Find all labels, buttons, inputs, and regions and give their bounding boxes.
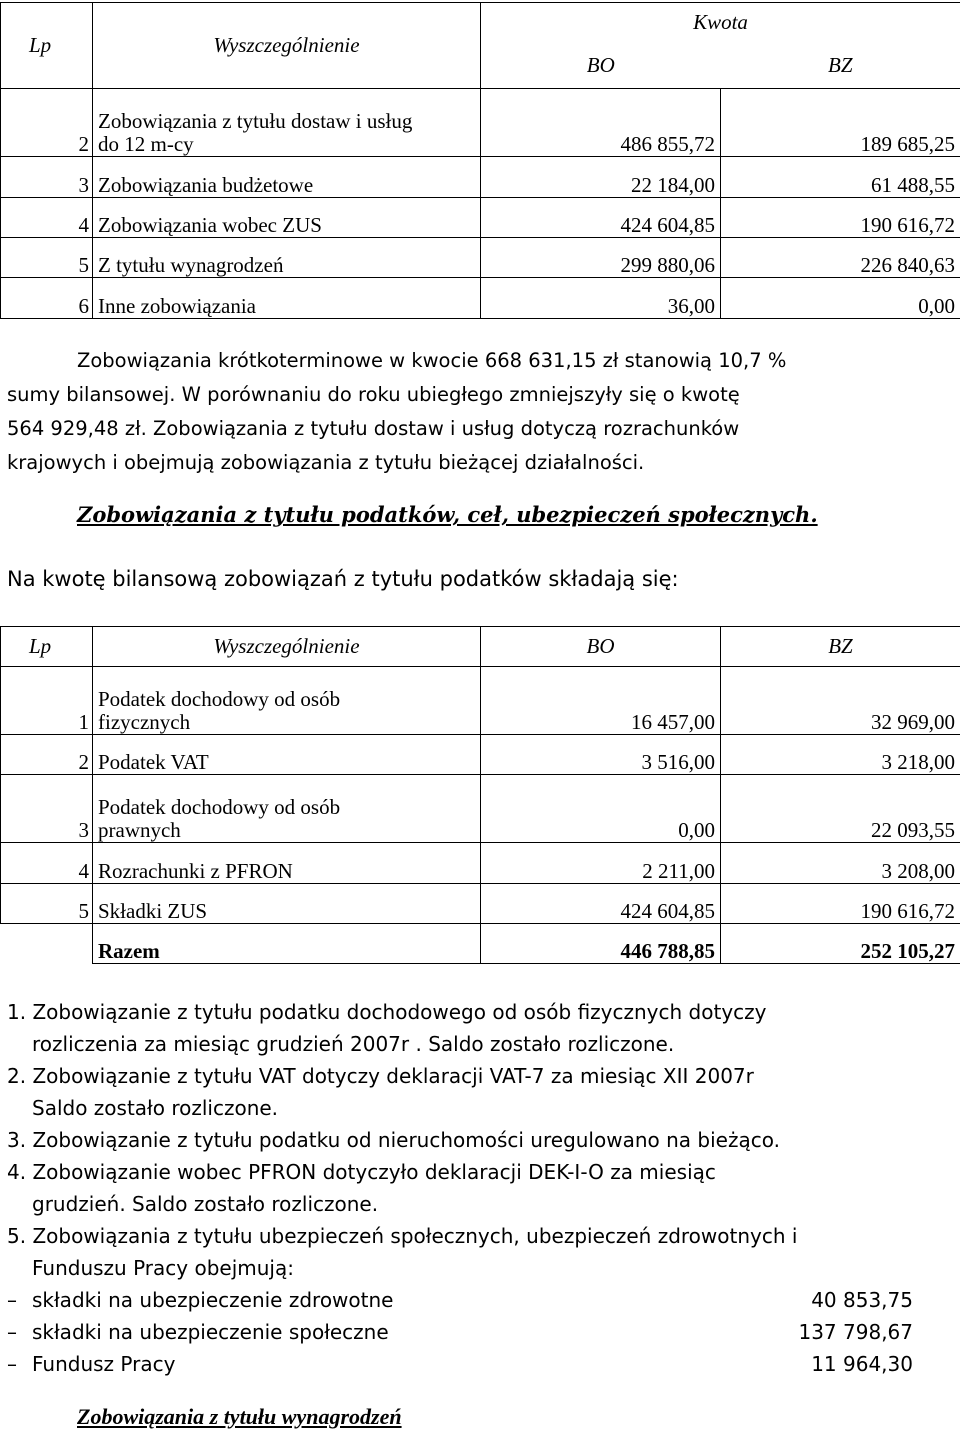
row-bz: 226 840,63 bbox=[721, 238, 960, 278]
dash-glyph: – bbox=[7, 1352, 17, 1376]
row-description: Składki ZUS bbox=[93, 884, 481, 924]
row-bo: 424 604,85 bbox=[481, 198, 721, 238]
header-description: Wyszczególnienie bbox=[93, 627, 481, 667]
header-bo: BO bbox=[481, 627, 721, 667]
row-description-line2: fizycznych bbox=[98, 710, 191, 734]
bullet-label: składki na ubezpieczenie społeczne bbox=[32, 1320, 389, 1344]
summary-line: Zobowiązania krótkoterminowe w kwocie 668 631,15 zł stanowią 10,7 % bbox=[77, 349, 787, 372]
note-line: 1. Zobowiązanie z tytułu podatku dochodowego od osób fizycznych dotyczy bbox=[7, 1000, 767, 1024]
row-lp: 2 bbox=[1, 89, 93, 157]
row-description: Inne zobowiązania bbox=[93, 278, 481, 319]
table-row bbox=[1, 884, 960, 924]
taxes-intro: Na kwotę bilansową zobowiązań z tytułu podatków składają się: bbox=[7, 567, 679, 591]
summary-paragraph bbox=[7, 344, 952, 480]
row-lp: 3 bbox=[1, 775, 93, 843]
row-bo: 22 184,00 bbox=[481, 157, 721, 198]
total-lp-empty bbox=[1, 924, 93, 964]
row-lp: 1 bbox=[1, 667, 93, 735]
list-item bbox=[7, 996, 937, 1060]
summary-line: sumy bilansowej. W porównaniu do roku ubiegłego zmniejszyły się o kwotę bbox=[7, 383, 740, 406]
row-bo: 16 457,00 bbox=[481, 667, 721, 735]
header-description: Wyszczególnienie bbox=[93, 3, 481, 89]
table-row bbox=[1, 157, 960, 198]
header-bo: BO bbox=[481, 43, 721, 89]
section-heading-taxes: Zobowiązania z tytułu podatków, ceł, ubezpieczeń społecznych. bbox=[77, 502, 818, 527]
header-bz: BZ bbox=[721, 43, 960, 89]
list-item bbox=[7, 1124, 937, 1156]
notes-list bbox=[7, 996, 937, 1380]
row-bz: 61 488,55 bbox=[721, 157, 960, 198]
row-description: Zobowiązania wobec ZUS bbox=[93, 198, 481, 238]
bullet-label: Fundusz Pracy bbox=[32, 1352, 176, 1376]
row-bz: 22 093,55 bbox=[721, 775, 960, 843]
header-lp: Lp bbox=[1, 627, 93, 667]
bullet-item bbox=[7, 1284, 937, 1316]
row-bo: 0,00 bbox=[481, 775, 721, 843]
table-row bbox=[1, 238, 960, 278]
table-row bbox=[1, 843, 960, 884]
note-line: 5. Zobowiązania z tytułu ubezpieczeń społecznych, ubezpieczeń zdrowotnych i bbox=[7, 1224, 798, 1248]
bullet-amount: 11 964,30 bbox=[811, 1352, 913, 1376]
row-lp: 5 bbox=[1, 884, 93, 924]
row-bz: 189 685,25 bbox=[721, 89, 960, 157]
note-line: Funduszu Pracy obejmują: bbox=[32, 1256, 294, 1280]
row-lp: 2 bbox=[1, 735, 93, 775]
bullet-label: składki na ubezpieczenie zdrowotne bbox=[32, 1288, 394, 1312]
bullet-amount: 40 853,75 bbox=[811, 1288, 913, 1312]
row-description bbox=[93, 775, 481, 843]
row-description-line2: do 12 m-cy bbox=[98, 132, 194, 156]
row-lp: 4 bbox=[1, 198, 93, 238]
row-bz: 3 218,00 bbox=[721, 735, 960, 775]
row-description: Rozrachunki z PFRON bbox=[93, 843, 481, 884]
total-row bbox=[1, 924, 960, 964]
dash-glyph: – bbox=[7, 1288, 17, 1312]
row-description-line1: Podatek dochodowy od osób bbox=[98, 795, 341, 819]
row-bo: 486 855,72 bbox=[481, 89, 721, 157]
row-description: Z tytułu wynagrodzeń bbox=[93, 238, 481, 278]
row-lp: 5 bbox=[1, 238, 93, 278]
list-item bbox=[7, 1156, 937, 1220]
list-item bbox=[7, 1060, 937, 1124]
header-bz: BZ bbox=[721, 627, 960, 667]
table-row bbox=[1, 278, 960, 319]
section-heading-wages: Zobowiązania z tytułu wynagrodzeń bbox=[77, 1404, 402, 1429]
row-description-line1: Zobowiązania z tytułu dostaw i usług bbox=[98, 109, 413, 133]
row-lp: 4 bbox=[1, 843, 93, 884]
bullet-item bbox=[7, 1348, 937, 1380]
row-lp: 6 bbox=[1, 278, 93, 319]
total-label: Razem bbox=[93, 924, 481, 964]
row-bz: 190 616,72 bbox=[721, 884, 960, 924]
row-description bbox=[93, 89, 481, 157]
note-line: Saldo zostało rozliczone. bbox=[32, 1096, 279, 1120]
row-bo: 2 211,00 bbox=[481, 843, 721, 884]
row-bo: 3 516,00 bbox=[481, 735, 721, 775]
table-row bbox=[1, 667, 960, 735]
liabilities-table bbox=[0, 2, 960, 319]
table-row bbox=[1, 735, 960, 775]
row-description: Podatek VAT bbox=[93, 735, 481, 775]
total-bo: 446 788,85 bbox=[481, 924, 721, 964]
note-line: 3. Zobowiązanie z tytułu podatku od nieruchomości uregulowano na bieżąco. bbox=[7, 1128, 780, 1152]
row-bo: 424 604,85 bbox=[481, 884, 721, 924]
note-line: grudzień. Saldo zostało rozliczone. bbox=[32, 1192, 379, 1216]
note-line: 2. Zobowiązanie z tytułu VAT dotyczy deklaracji VAT-7 za miesiąc XII 2007r bbox=[7, 1064, 754, 1088]
bullet-amount: 137 798,67 bbox=[798, 1320, 913, 1344]
total-bz: 252 105,27 bbox=[721, 924, 960, 964]
table-row bbox=[1, 198, 960, 238]
table-row bbox=[1, 775, 960, 843]
taxes-table bbox=[0, 626, 960, 964]
list-item bbox=[7, 1220, 937, 1284]
row-bz: 32 969,00 bbox=[721, 667, 960, 735]
table-row bbox=[1, 89, 960, 157]
bullet-item bbox=[7, 1316, 937, 1348]
row-bz: 190 616,72 bbox=[721, 198, 960, 238]
dash-glyph: – bbox=[7, 1320, 17, 1344]
row-bz: 0,00 bbox=[721, 278, 960, 319]
note-line: rozliczenia za miesiąc grudzień 2007r . Saldo zostało rozliczone. bbox=[32, 1032, 675, 1056]
row-bo: 299 880,06 bbox=[481, 238, 721, 278]
row-description-line2: prawnych bbox=[98, 818, 181, 842]
row-bo: 36,00 bbox=[481, 278, 721, 319]
header-amount: Kwota bbox=[481, 3, 960, 43]
row-description: Zobowiązania budżetowe bbox=[93, 157, 481, 198]
row-description bbox=[93, 667, 481, 735]
row-bz: 3 208,00 bbox=[721, 843, 960, 884]
row-description-line1: Podatek dochodowy od osób bbox=[98, 687, 341, 711]
note-line: 4. Zobowiązanie wobec PFRON dotyczyło deklaracji DEK-I-O za miesiąc bbox=[7, 1160, 716, 1184]
summary-line: 564 929,48 zł. Zobowiązania z tytułu dostaw i usług dotyczą rozrachunków bbox=[7, 417, 740, 440]
header-lp: Lp bbox=[1, 3, 93, 89]
summary-line: krajowych i obejmują zobowiązania z tytułu bieżącej działalności. bbox=[7, 451, 645, 474]
row-lp: 3 bbox=[1, 157, 93, 198]
